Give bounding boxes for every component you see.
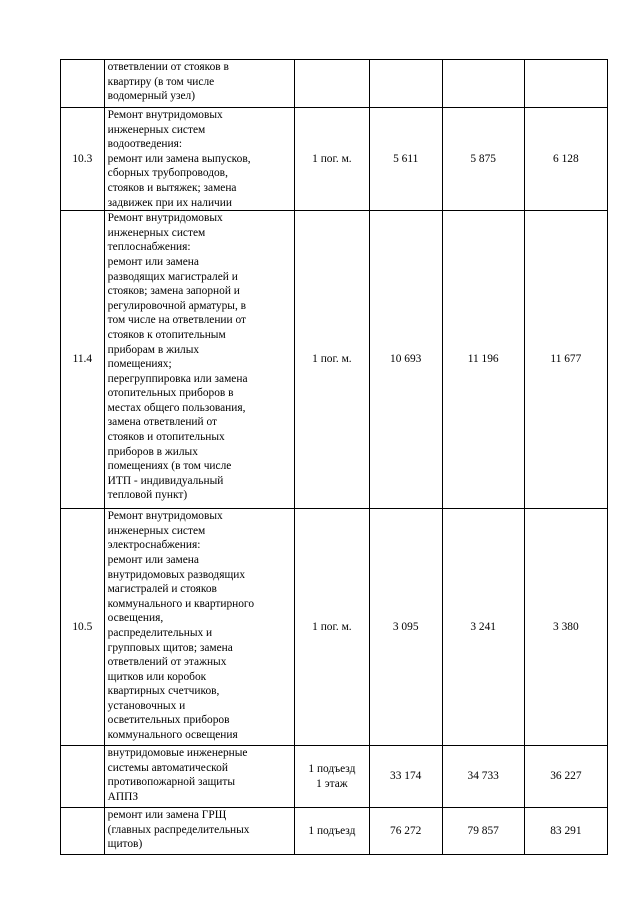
value-1-cell: 10 693 <box>369 211 442 509</box>
unit-cell: 1 подъезд <box>294 808 369 855</box>
value-2-cell: 11 196 <box>442 211 524 509</box>
table-row <box>61 108 608 211</box>
work-description: Ремонт внутридомовых инженерных систем теплоснабжения: ремонт или замена разводящих магистралей и стояков; замена запорной и регулировочной арматуры, в том числе на ответвлении от стояков к отопительным приборам в жилых помещениях; перегруппировка или замена отопительных приборов в местах общего пользования, замена ответвлений от стояков и отопительных приборов в жилых помещениях (в том числе ИТП - индивидуальный тепловой пункт) <box>104 211 294 509</box>
work-description: ремонт или замена ГРЩ (главных распределительных щитов) <box>104 808 294 855</box>
work-description: Ремонт внутридомовых инженерных систем водоотведения: ремонт или замена выпусков, сборных трубопроводов, стояков и вытяжек; замена задвижек при их наличии <box>104 108 294 211</box>
row-number <box>61 746 105 808</box>
unit-cell: 1 пог. м. <box>294 211 369 509</box>
unit-cell: 1 подъезд 1 этаж <box>294 746 369 808</box>
row-number <box>61 808 105 855</box>
value-2-cell: 5 875 <box>442 108 524 211</box>
work-description: Ремонт внутридомовых инженерных систем электроснабжения: ремонт или замена внутридомовых разводящих магистралей и стояков коммунального и квартирного освещения, распределительных и групповых щитов; замена ответвлений от этажных щитков или коробок квартирных счетчиков, установочных и осветительных приборов коммунального освещения <box>104 509 294 746</box>
value-2-cell: 79 857 <box>442 808 524 855</box>
value-3-cell: 11 677 <box>524 211 607 509</box>
table-row <box>61 808 608 855</box>
value-3-cell: 83 291 <box>524 808 607 855</box>
unit-cell: 1 пог. м. <box>294 509 369 746</box>
cost-table <box>60 59 608 855</box>
work-description: ответвлении от стояков в квартиру (в том числе водомерный узел) <box>104 60 294 108</box>
row-number <box>61 60 105 108</box>
work-description: внутридомовые инженерные системы автоматической противопожарной защиты АППЗ <box>104 746 294 808</box>
value-1-cell: 33 174 <box>369 746 442 808</box>
row-number: 10.3 <box>61 108 105 211</box>
table-row <box>61 746 608 808</box>
table-row <box>61 509 608 746</box>
value-2-cell <box>442 60 524 108</box>
row-number: 11.4 <box>61 211 105 509</box>
value-1-cell: 3 095 <box>369 509 442 746</box>
value-1-cell <box>369 60 442 108</box>
unit-cell <box>294 60 369 108</box>
value-3-cell <box>524 60 607 108</box>
value-1-cell: 5 611 <box>369 108 442 211</box>
value-2-cell: 3 241 <box>442 509 524 746</box>
value-2-cell: 34 733 <box>442 746 524 808</box>
value-3-cell: 6 128 <box>524 108 607 211</box>
value-3-cell: 3 380 <box>524 509 607 746</box>
table-row <box>61 60 608 108</box>
value-3-cell: 36 227 <box>524 746 607 808</box>
value-1-cell: 76 272 <box>369 808 442 855</box>
unit-cell: 1 пог. м. <box>294 108 369 211</box>
row-number: 10.5 <box>61 509 105 746</box>
table-row <box>61 211 608 509</box>
